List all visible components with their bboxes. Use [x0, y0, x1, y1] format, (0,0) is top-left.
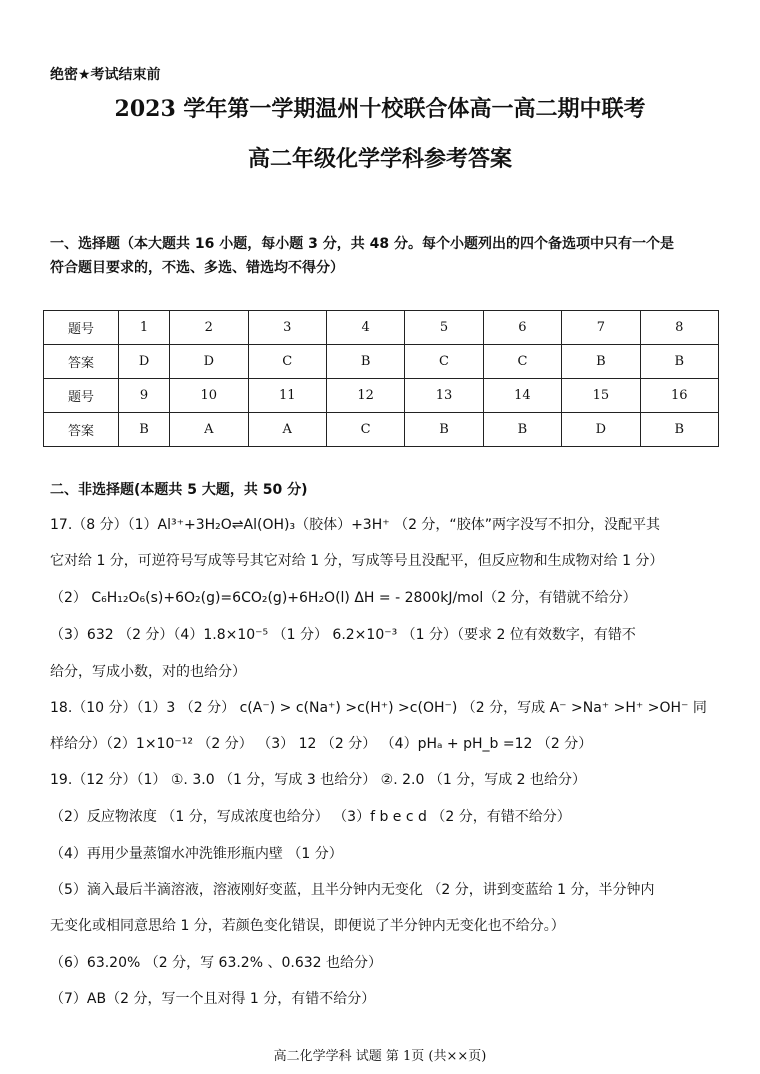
answer-table-cell: 15	[562, 379, 640, 413]
answer-table-cell: D	[119, 345, 170, 379]
answer-table-row	[44, 413, 719, 447]
answer-line: （6）63.20% （2 分，写 63.2% 、0.632 也给分）	[50, 955, 383, 971]
answer-table-cell: 13	[405, 379, 483, 413]
answer-table-cell: B	[640, 345, 718, 379]
answer-table-cell: B	[326, 345, 404, 379]
answer-table-row	[44, 311, 719, 345]
answer-table-cell: B	[119, 413, 170, 447]
answer-line: （3）632 （2 分）（4）1.8×10⁻⁵ （1 分） 6.2×10⁻³ （1 分）（要求 2 位有效数字，有错不	[50, 627, 636, 643]
answer-line: 给分，写成小数，对的也给分）	[50, 664, 246, 680]
confidential-label: 绝密★考试结束前	[50, 67, 161, 83]
answer-line: 样给分）（2）1×10⁻¹² （2 分） （3） 12 （2 分） （4）pHₐ + pH_b =12 （2 分）	[50, 736, 593, 752]
answer-table-row-header: 答案	[44, 413, 119, 447]
answer-line: （2）反应物浓度 （1 分，写成浓度也给分） （3）f b e c d （2 分，有错不给分）	[50, 809, 571, 825]
answer-table-cell: B	[640, 413, 718, 447]
answer-table-cell: 7	[562, 311, 640, 345]
answer-line: （4）再用少量蒸馏水冲洗锥形瓶内壁 （1 分）	[50, 846, 343, 862]
answer-table-cell: 1	[119, 311, 170, 345]
answer-table-row-header: 题号	[44, 379, 119, 413]
answer-table-row	[44, 345, 719, 379]
answer-table-cell: 12	[326, 379, 404, 413]
answer-table-cell: 8	[640, 311, 718, 345]
answer-table-cell: C	[326, 413, 404, 447]
answer-table-cell: 14	[483, 379, 561, 413]
answer-line: （7）AB（2 分，写一个且对得 1 分，有错不给分）	[50, 991, 376, 1007]
section2-heading: 二、非选择题(本题共 5 大题，共 50 分)	[50, 482, 308, 498]
answer-table-cell: C	[405, 345, 483, 379]
answer-table-cell: 11	[248, 379, 326, 413]
answer-table-cell: 6	[483, 311, 561, 345]
answer-table-row-header: 答案	[44, 345, 119, 379]
answer-line: 18.（10 分）（1）3 （2 分） c(A⁻) > c(Na⁺) >c(H⁺) >c(OH⁻) （2 分，写成 A⁻ >Na⁺ >H⁺ >OH⁻ 同	[50, 700, 707, 716]
answer-table-cell: A	[248, 413, 326, 447]
answer-line: （5）滴入最后半滴溶液，溶液刚好变蓝，且半分钟内无变化 （2 分，讲到变蓝给 1 分，半分钟内	[50, 882, 655, 898]
answer-line: 它对给 1 分，可逆符号写成等号其它对给 1 分，写成等号且没配平，但反应物和生成物对给 1 分）	[50, 553, 664, 569]
answer-table-cell: 2	[170, 311, 248, 345]
answer-table-cell: 3	[248, 311, 326, 345]
answer-line: 17.（8 分）（1）Al³⁺+3H₂O⇌Al(OH)₃（胶体）+3H⁺ （2 分，“胶体”两字没写不扣分，没配平其	[50, 517, 660, 533]
answer-table-cell: 9	[119, 379, 170, 413]
answer-line: 无变化或相同意思给 1 分，若颜色变化错误，即便说了半分钟内无变化也不给分。）	[50, 918, 565, 934]
exam-title: 2023 学年第一学期温州十校联合体高一高二期中联考	[114, 96, 646, 122]
answer-table-cell: B	[405, 413, 483, 447]
exam-subtitle: 高二年级化学学科参考答案	[247, 146, 512, 172]
answer-table-cell: 5	[405, 311, 483, 345]
answer-table-cell: B	[483, 413, 561, 447]
answer-table-row	[44, 379, 719, 413]
section1-instructions-line2: 符合题目要求的，不选、多选、错选均不得分）	[50, 260, 344, 276]
section1-instructions-line1: 一、选择题（本大题共 16 小题，每小题 3 分，共 48 分。每个小题列出的四个备选项中只有一个是	[50, 236, 674, 252]
answer-table-cell: C	[483, 345, 561, 379]
answer-table-cell: 4	[326, 311, 404, 345]
page-footer: 高二化学学科 试题 第 1页 (共××页)	[273, 1049, 487, 1064]
answer-line: （2） C₆H₁₂O₆(s)+6O₂(g)=6CO₂(g)+6H₂O(l) ΔH = - 2800kJ/mol（2 分，有错就不给分）	[50, 590, 637, 606]
answer-table-cell: 16	[640, 379, 718, 413]
answer-table-cell: 10	[170, 379, 248, 413]
answer-table-cell: B	[562, 345, 640, 379]
answer-table-cell: A	[170, 413, 248, 447]
answer-table-cell: D	[562, 413, 640, 447]
answer-table-cell: D	[170, 345, 248, 379]
answer-table-row-header: 题号	[44, 311, 119, 345]
answer-line: 19.（12 分）（1） ①. 3.0 （1 分，写成 3 也给分） ②. 2.0 （1 分，写成 2 也给分）	[50, 772, 586, 788]
answer-table-cell: C	[248, 345, 326, 379]
answer-table	[43, 310, 719, 447]
